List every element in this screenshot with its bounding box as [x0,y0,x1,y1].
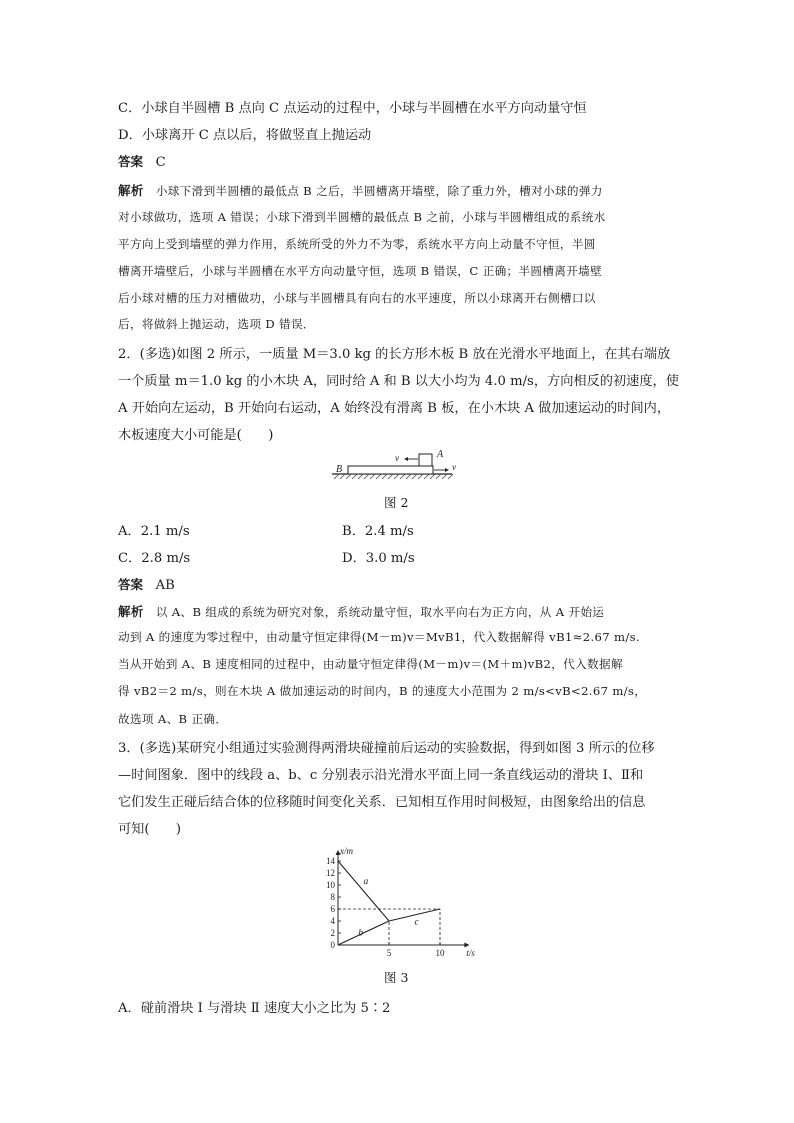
y-tick-label: 4 [330,916,335,927]
analysis-text: 以 A、B 组成的系统为研究对象，系统动量守恒，取水平向右为正方向，从 A 开始运 [155,605,605,619]
q2-analysis-line-1 [118,602,604,620]
q3-stem-line-2: —时间图象．图中的线段 a、b、c 分别表示沿光滑水平面上同一条直线运动的滑块 Ⅰ、Ⅱ和 [118,768,644,783]
board-b [348,466,433,474]
analysis-text: 小球下滑到半圆槽的最低点 B 之后，半圆槽离开墙壁，除了重力外，槽对小球的弹力 [155,184,603,198]
q2-stem-line-1: 2．(多选)如图 2 所示，一质量 M＝3.0 kg 的长方形木板 B 放在光滑水平地面上，在其右端放 [118,347,671,362]
series-line-a [338,861,389,921]
q2-analysis-line-4: 得 vB2＝2 m/s，则在木块 A 做加速运动的时间内，B 的速度大小范围为 2 m/s<vB<2.67 m/s， [118,684,647,698]
y-axis-label: x/m [340,846,353,856]
label-v-left: v [395,453,399,463]
figure-3-caption: 图 3 [384,970,409,985]
q1-analysis-line-3: 平方向上受到墙壁的弹力作用，系统所受的外力不为零，系统水平方向上动量不守恒，半圆 [118,237,596,251]
q2-option-b: B．2.4 m/s [342,524,414,539]
x-axis-arrow [464,943,469,948]
y-tick-label: 10 [326,880,335,891]
y-tick-label: 12 [326,868,335,879]
label-b: B [336,464,343,475]
analysis-label: 解析 [118,604,144,619]
x-tick-label: 10 [435,948,445,958]
q2-option-d: D．3.0 m/s [342,551,415,566]
q2-analysis-line-2: 动到 A 的速度为零过程中，由动量守恒定律得(M－m)v＝MvB1，代入数据解得 vB1≈2.67 m/s. [118,630,640,644]
block-a [419,454,432,466]
q3-stem-line-4: 可知( ) [118,822,182,837]
q1-option-c: C．小球自半圆槽 B 点向 C 点运动的过程中，小球与半圆槽在水平方向动量守恒 [118,101,587,116]
y-tick-label: 6 [330,904,335,915]
y-tick-label: 14 [326,856,335,867]
series-label-b: b [358,928,364,939]
analysis-label: 解析 [118,183,144,198]
q1-analysis-line-4: 槽离开墙壁后，小球与半圆槽在水平方向动量守恒，选项 B 错误，C 正确；半圆槽离开墙壁 [118,264,603,278]
q2-option-c: C．2.8 m/s [118,551,191,566]
series-label-a: a [363,876,369,887]
q1-option-d: D．小球离开 C 点以后，将做竖直上抛运动 [118,128,372,143]
series-line-b [338,921,389,945]
answer-label: 答案 [118,154,144,169]
x-tick-label: 5 [386,948,392,958]
q1-analysis-line-5: 后小球对槽的压力对槽做功，小球与半圆槽具有向右的水平速度，所以小球离开右侧槽口以 [118,291,596,305]
q2-stem-line-4: 木板速度大小可能是( ) [118,428,274,443]
q1-analysis-line-2: 对小球做功，选项 A 错误；小球下滑到半圆槽的最低点 B 之前，小球与半圆槽组成的系统水 [118,210,606,224]
q1-analysis-line-1 [118,181,603,199]
q2-analysis-line-5: 故选项 A、B 正确． [118,712,228,726]
q2-answer [118,575,175,593]
answer-label: 答案 [118,577,144,592]
label-v-right: v [452,462,456,472]
q3-stem-line-1: 3．(多选)某研究小组通过实验测得两滑块碰撞前后运动的实验数据，得到如图 3 所示的位移 [118,741,655,756]
y-tick-label: 2 [330,928,335,939]
figure-2-diagram [322,446,462,486]
figure-2-caption: 图 2 [384,495,409,510]
x-axis-label: t/s [466,948,475,958]
q2-stem-line-3: A 开始向左运动，B 开始向右运动，A 始终没有滑离 B 板，在小木块 A 做加速运动的时间内， [118,401,671,416]
label-a: A [437,449,444,460]
answer-value: AB [155,578,175,593]
q3-option-a: A．碰前滑块 Ⅰ 与滑块 Ⅱ 速度大小之比为 5∶2 [118,1001,391,1016]
q3-stem-line-3: 它们发生正碰后结合体的位移随时间变化关系．已知相互作用时间极短，由图象给出的信息 [118,795,646,810]
q1-answer [118,152,166,170]
y-tick-label: 0 [330,940,335,951]
y-tick-label: 8 [330,892,335,903]
q2-analysis-line-3: 当从开始到 A、B 速度相同的过程中，由动量守恒定律得(M－m)v＝(M＋m)vB2，代入数据解 [118,657,623,671]
q2-option-a: A．2.1 m/s [118,524,190,539]
answer-value: C [155,155,166,170]
figure-3-xt-chart [310,838,480,963]
q2-stem-line-2: 一个质量 m＝1.0 kg 的小木块 A，同时给 A 和 B 以大小均为 4.0 m/s，方向相反的初速度，使 [118,374,679,389]
q1-analysis-line-6: 后，将做斜上抛运动，选项 D 错误． [118,317,315,331]
series-label-c: c [414,917,419,928]
